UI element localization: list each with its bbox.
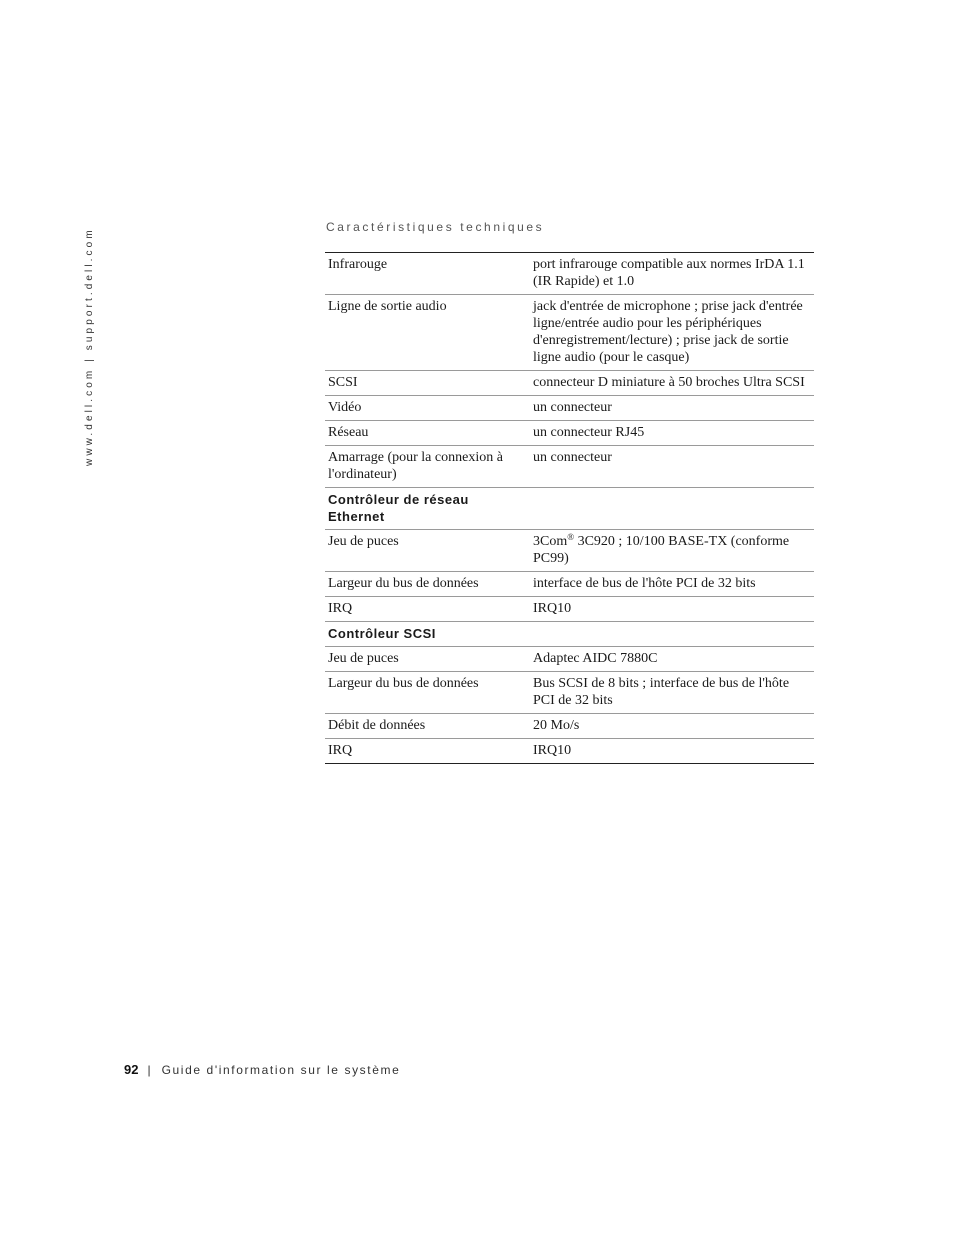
- table-row: [325, 295, 814, 371]
- spec-label: SCSI: [325, 371, 530, 396]
- document-title: Guide d'information sur le système: [161, 1063, 401, 1077]
- spec-value: un connecteur: [530, 396, 814, 421]
- brand-name: 3Com: [533, 534, 568, 549]
- page-footer: [124, 1062, 400, 1077]
- table-row: [325, 672, 814, 714]
- spec-value: Adaptec AIDC 7880C: [530, 647, 814, 672]
- table-row: [325, 572, 814, 597]
- section-heading: Contrôleur de réseau Ethernet: [325, 488, 530, 530]
- spec-label: Largeur du bus de données: [325, 572, 530, 597]
- table-row: [325, 253, 814, 295]
- spec-label: Ligne de sortie audio: [325, 295, 530, 371]
- table-section-row: [325, 488, 814, 530]
- spec-label: Amarrage (pour la connexion à l'ordinateur): [325, 446, 530, 488]
- table-row: [325, 647, 814, 672]
- spec-value-text: 3C920 ; 10/100 BASE-TX (conforme PC99): [533, 534, 790, 566]
- spec-value: un connecteur: [530, 446, 814, 488]
- spec-label: Réseau: [325, 421, 530, 446]
- spec-label: IRQ: [325, 739, 530, 764]
- spec-value: [530, 530, 814, 572]
- specs-table: [325, 252, 814, 764]
- spec-label: Jeu de puces: [325, 647, 530, 672]
- spec-value: IRQ10: [530, 597, 814, 622]
- empty-cell: [530, 488, 814, 530]
- spec-value: un connecteur RJ45: [530, 421, 814, 446]
- spec-value: interface de bus de l'hôte PCI de 32 bits: [530, 572, 814, 597]
- table-row: [325, 530, 814, 572]
- spec-value: connecteur D miniature à 50 broches Ultra SCSI: [530, 371, 814, 396]
- table-row: [325, 739, 814, 764]
- spec-label: IRQ: [325, 597, 530, 622]
- table-row: [325, 446, 814, 488]
- section-title: Caractéristiques techniques: [326, 220, 545, 234]
- side-url: www.dell.com | support.dell.com: [84, 227, 95, 466]
- table-row: [325, 371, 814, 396]
- page-number: 92: [124, 1062, 139, 1077]
- spec-label: Infrarouge: [328, 257, 388, 272]
- spec-value: Bus SCSI de 8 bits ; interface de bus de l'hôte PCI de 32 bits: [530, 672, 814, 714]
- table-row: [325, 597, 814, 622]
- table-section-row: [325, 622, 814, 647]
- table-row: [325, 421, 814, 446]
- spec-value: IRQ10: [530, 739, 814, 764]
- footer-separator: |: [147, 1063, 151, 1077]
- spec-value: 20 Mo/s: [530, 714, 814, 739]
- empty-cell: [530, 622, 814, 647]
- spec-label: Débit de données: [325, 714, 530, 739]
- spec-label: Jeu de puces: [325, 530, 530, 572]
- spec-label: Largeur du bus de données: [325, 672, 530, 714]
- table-row: [325, 396, 814, 421]
- spec-label: Vidéo: [325, 396, 530, 421]
- registered-mark: ®: [567, 532, 575, 542]
- table-row: [325, 714, 814, 739]
- spec-value: jack d'entrée de microphone ; prise jack d'entrée ligne/entrée audio pour les périphériques d'enregistrement/lecture) ; prise jack de sortie ligne audio (pour le casque): [530, 295, 814, 371]
- section-heading: Contrôleur SCSI: [325, 622, 530, 647]
- spec-value: port infrarouge compatible aux normes IrDA 1.1 (IR Rapide) et 1.0: [533, 257, 805, 289]
